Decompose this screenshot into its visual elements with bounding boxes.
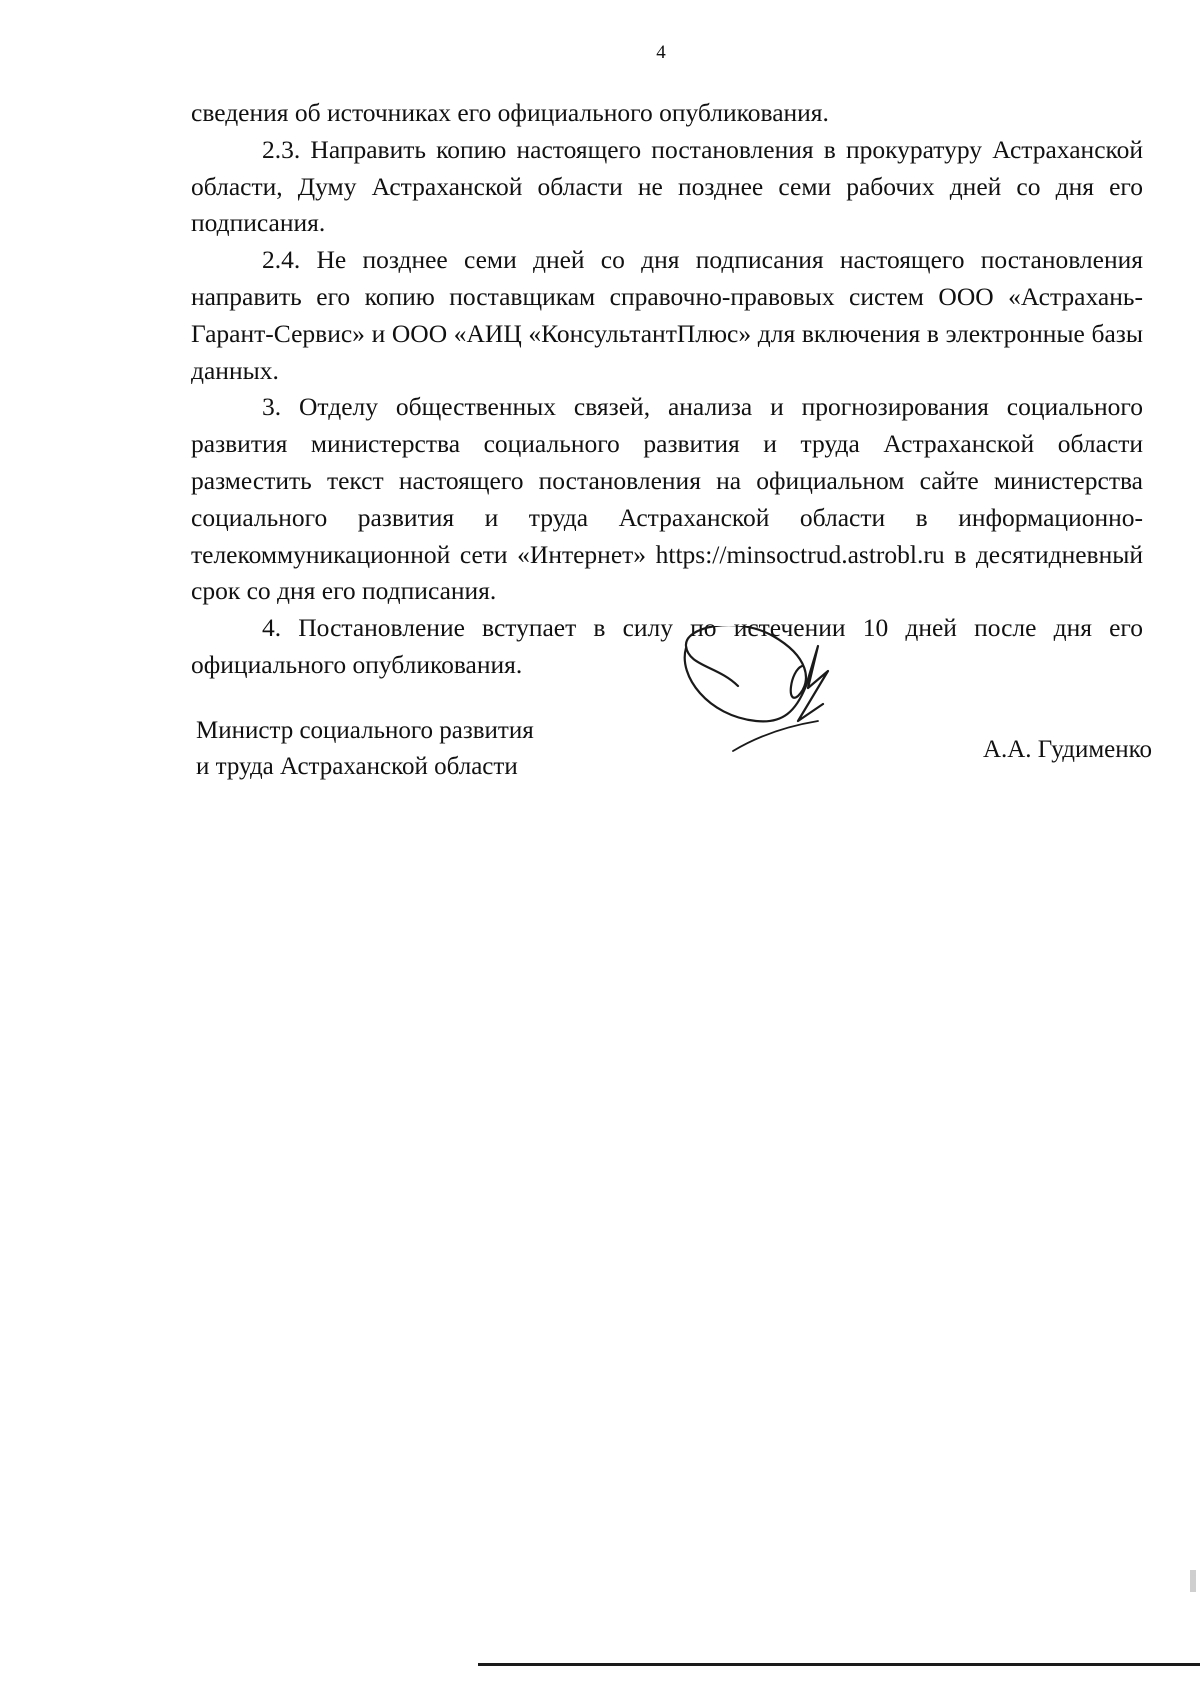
signatory-position-line1: Министр социального развития <box>196 717 534 744</box>
scan-artifact <box>1190 1570 1196 1592</box>
document-body <box>191 95 1143 684</box>
paragraph-4: 4. Постановление вступает в силу по истечении 10 дней после дня его официального опубликования. <box>191 613 1143 679</box>
paragraph-2-4: 2.4. Не позднее семи дней со дня подписания настоящего постановления направить его копию поставщикам справочно-правовых систем ООО «Астрахань-Гарант-Сервис» и ООО «АИЦ «КонсультантПлюс» для включения в электронные базы данных. <box>191 245 1143 385</box>
paragraph-continuation: сведения об источниках его официального опубликования. <box>191 98 829 127</box>
paragraph-3: 3. Отделу общественных связей, анализа и прогнозирования социального развития министерства социального развития и труда Астраханской области разместить текст настоящего постановления на официальном сайте министерства социального развития и труда Астраханской области в информационно-телекоммуникационной сети «Интернет» https://minsoctrud.astrobl.ru в десятидневный срок со дня его подписания. <box>191 392 1143 606</box>
handwritten-signature <box>678 626 868 796</box>
signatory-position-line2: и труда Астраханской области <box>196 753 518 780</box>
bottom-rule <box>478 1663 1200 1666</box>
page-number: 4 <box>656 42 666 63</box>
paragraph-2-3: 2.3. Направить копию настоящего постановления в прокуратуру Астраханской области, Думу Астраханской области не позднее семи рабочих дней со дня его подписания. <box>191 134 1143 238</box>
signatory-position <box>196 713 534 785</box>
signatory-name: А.А. Гудименко <box>982 736 1152 763</box>
